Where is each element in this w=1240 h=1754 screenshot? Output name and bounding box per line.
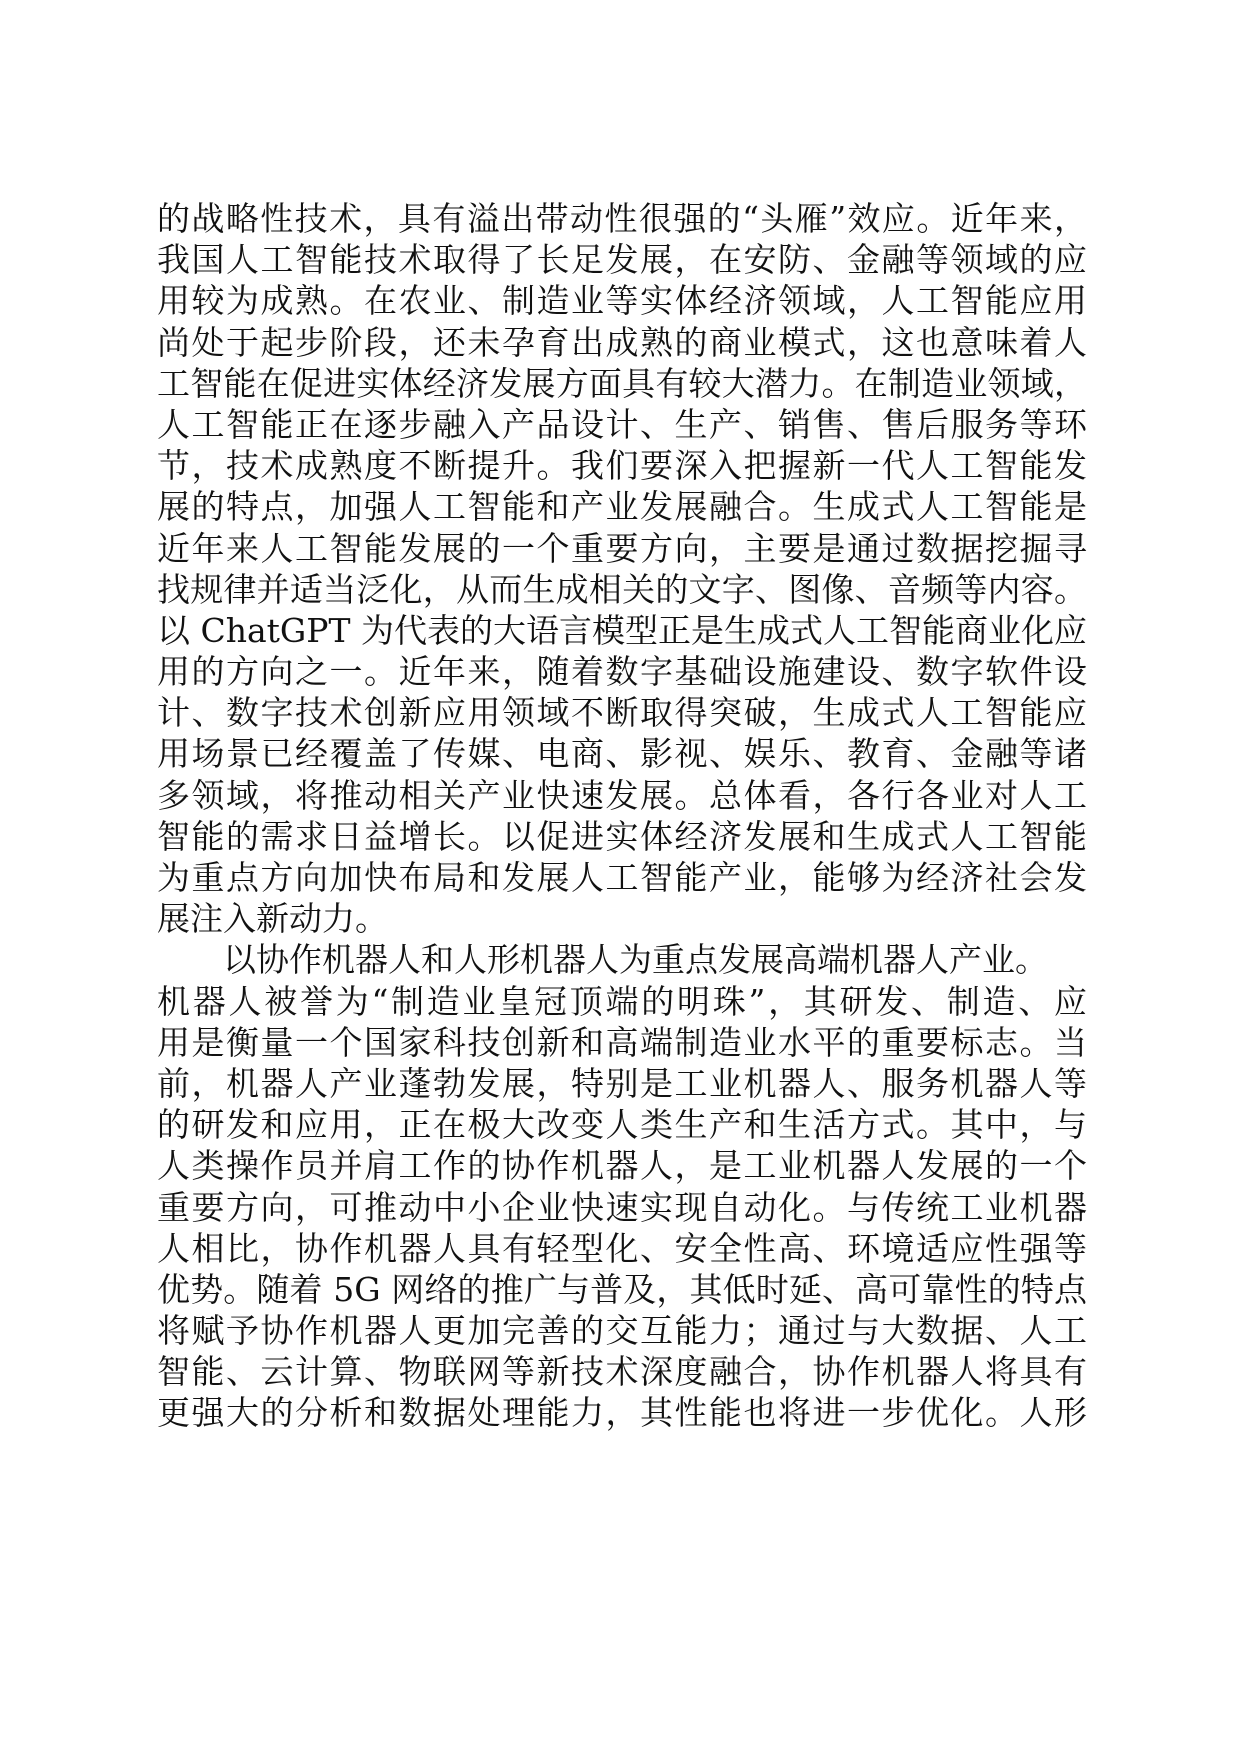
paragraph-heading-line: 以协作机器人和人形机器人为重点发展高端机器人产业。 — [223, 940, 1048, 980]
text-line: 智能的需求日益增长。以促进实体经济发展和生成式人工智能 — [157, 816, 1087, 856]
text-line: 为重点方向加快布局和发展人工智能产业，能够为经济社会发 — [157, 858, 1087, 897]
text-line: 重要方向，可推动中小企业快速实现自动化。与传统工业机器 — [157, 1187, 1087, 1227]
text-line: 前，机器人产业蓬勃发展，特别是工业机器人、服务机器人等 — [157, 1063, 1087, 1103]
text-line: 智能、云计算、物联网等新技术深度融合，协作机器人将具有 — [157, 1352, 1087, 1392]
text-line: 节，技术成熟度不断提升。我们要深入把握新一代人工智能发 — [157, 446, 1087, 486]
body-text — [157, 198, 1087, 1434]
text-line: 用较为成熟。在农业、制造业等实体经济领域，人工智能应用 — [157, 281, 1087, 321]
text-line: 展的特点，加强人工智能和产业发展融合。生成式人工智能是 — [157, 487, 1087, 527]
text-line: 我国人工智能技术取得了长足发展，在安防、金融等领域的应 — [157, 240, 1087, 280]
text-line: 人工智能正在逐步融入产品设计、生产、销售、售后服务等环 — [157, 404, 1087, 444]
text-line: 的战略性技术，具有溢出带动性很强的“头雁”效应。近年来， — [157, 199, 1087, 238]
text-line: 工智能在促进实体经济发展方面具有较大潜力。在制造业领域， — [157, 363, 1087, 403]
text-line: 人相比，协作机器人具有轻型化、安全性高、环境适应性强等 — [157, 1228, 1087, 1268]
text-line: 找规律并适当泛化，从而生成相关的文字、图像、音频等内容。 — [157, 569, 1087, 609]
text-line: 计、数字技术创新应用领域不断取得突破，生成式人工智能应 — [157, 693, 1087, 733]
paragraph-end-line: 展注入新动力。 — [157, 899, 388, 939]
text-line: 多领域，将推动相关产业快速发展。总体看，各行各业对人工 — [157, 775, 1087, 815]
text-line: 近年来人工智能发展的一个重要方向，主要是通过数据挖掘寻 — [157, 528, 1087, 568]
text-line: 用是衡量一个国家科技创新和高端制造业水平的重要标志。当 — [157, 1022, 1087, 1062]
text-line: 的研发和应用，正在极大改变人类生产和生活方式。其中，与 — [157, 1105, 1087, 1145]
text-line: 将赋予协作机器人更加完善的交互能力；通过与大数据、人工 — [157, 1311, 1087, 1351]
text-line: 用的方向之一。近年来，随着数字基础设施建设、数字软件设 — [157, 652, 1087, 692]
text-line: 机器人被誉为“制造业皇冠顶端的明珠”，其研发、制造、应 — [157, 981, 1087, 1021]
text-line: 优势。随着 5G 网络的推广与普及，其低时延、高可靠性的特点 — [157, 1269, 1087, 1309]
text-line: 以 ChatGPT 为代表的大语言模型正是生成式人工智能商业化应 — [157, 610, 1087, 650]
text-line: 尚处于起步阶段，还未孕育出成熟的商业模式，这也意味着人 — [157, 322, 1087, 362]
text-line: 用场景已经覆盖了传媒、电商、影视、娱乐、教育、金融等诸 — [157, 734, 1087, 774]
text-line: 更强大的分析和数据处理能力，其性能也将进一步优化。人形 — [157, 1393, 1087, 1433]
text-line: 人类操作员并肩工作的协作机器人，是工业机器人发展的一个 — [157, 1146, 1087, 1186]
